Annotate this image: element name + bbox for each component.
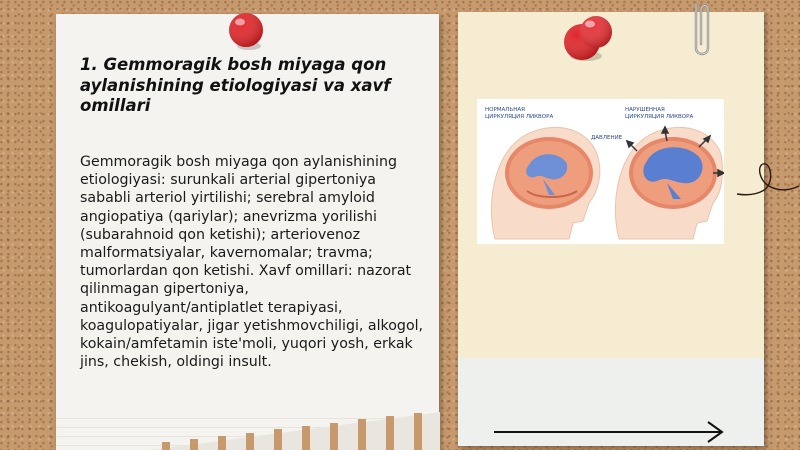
slide-title: 1. Gemmoragik bosh miyaga qon aylanishining etiologiyasi va xavf omillari	[80, 55, 391, 115]
label-normal-circulation: НОРМАЛЬНАЯ ЦИРКУЛЯЦИЯ ЛИКВОРА	[485, 107, 554, 120]
pushpin-icon	[560, 10, 620, 66]
arrow-right-icon	[494, 420, 726, 444]
slide-body: Gemmoragik bosh miyaga qon aylanishining etiologiyasi: surunkali arterial gipertoniya sababli arteriol yirtilishi; serebral amyloid angiopatiya (qariylar); anevrizma yorilishi (subarahnoid qon ketishi); arteriovenoz malformatsiyalar, kavernomalar; travma; tumorlardan qon ketishi. Xavf omillari: nazorat qilinmagan gipertoniya, antikoagulyant/antiplatlet terapiyasi, koagulopatiyalar, jigar yetishmovchiligi, alkogol, kokain/amfetamin iste'moli, yuqori yosh, erkak jins, chekish, oldingi insult.	[80, 154, 424, 371]
brain-illustration	[477, 99, 724, 244]
label-impaired-circulation: НАРУШЕННАЯ ЦИРКУЛЯЦИЯ ЛИКВОРА	[625, 107, 694, 120]
paperclip-icon	[688, 0, 714, 62]
doodle-icon	[735, 150, 800, 210]
pushpin-icon	[227, 10, 269, 54]
torn-edge	[150, 402, 440, 450]
label-pressure: ДАВЛЕНИЕ	[591, 135, 623, 141]
